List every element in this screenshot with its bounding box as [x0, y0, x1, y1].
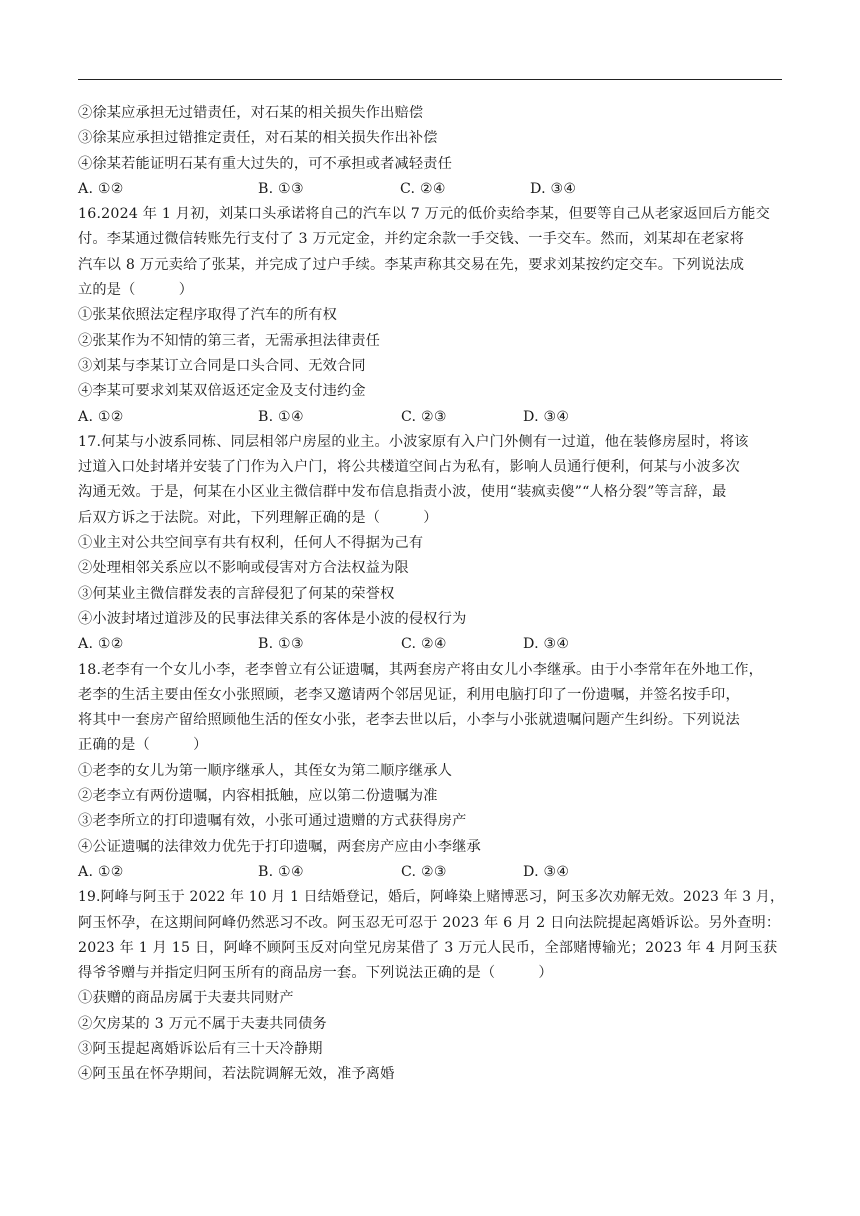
option-b[interactable]: B. ①④: [258, 408, 304, 425]
question-15: [78, 101, 784, 202]
statement: ①业主对公共空间享有共有权利，任何人不得据为己有: [78, 535, 424, 552]
statement: ①张某依照法定程序取得了汽车的所有权: [78, 307, 337, 324]
question-stem-line: 将其中一套房产留给照顾他生活的侄女小张，老李去世以后，小李与小张就遗嘱问题产生纠纷。下列说法: [78, 712, 740, 729]
question-stem-line: 沟通无效。于是，何某在小区业主微信群中发布信息指责小波，使用“装疯卖傻”“人格分裂”等言辞，最: [78, 484, 727, 501]
header-rule: [78, 79, 782, 80]
option-c[interactable]: C. ②③: [401, 408, 447, 425]
option-a[interactable]: A. ①②: [78, 636, 124, 653]
statement: ④阿玉虽在怀孕期间，若法院调解无效，准予离婚: [78, 1066, 395, 1083]
option-a[interactable]: A. ①②: [78, 180, 124, 197]
statement: ④公证遗嘱的法律效力优先于打印遗嘱，两套房产应由小李继承: [78, 838, 481, 855]
question-16: [78, 202, 784, 430]
question-stem-line: 16.2024 年 1 月初，刘某口头承诺将自己的汽车以 7 万元的低价卖给李某，但要等自己从老家返回后方能交: [78, 206, 770, 223]
question-stem-line: 后双方诉之于法院。对此，下列理解正确的是（ ）: [78, 509, 438, 526]
question-stem-line: 过道入口处封堵并安装了门作为入户门，将公共楼道空间占为私有，影响人员通行便利，何某与小波多次: [78, 459, 740, 476]
question-stem-line: 正确的是（ ）: [78, 737, 208, 754]
statement: ①获赠的商品房属于夫妻共同财产: [78, 990, 294, 1007]
option-b[interactable]: B. ①④: [258, 863, 304, 880]
option-d[interactable]: D. ③④: [530, 180, 577, 197]
question-stem-line: 17.何某与小波系同栋、同层相邻户房屋的业主。小波家原有入户门外侧有一过道，他在装修房屋时，将该: [78, 433, 749, 450]
question-19: [78, 885, 784, 1087]
question-stem-line: 阿玉怀孕，在这期间阿峰仍然恶习不改。阿玉忍无可忍于 2023 年 6 月 2 日向法院提起离婚诉讼。另外查明：: [78, 914, 781, 931]
option-b[interactable]: B. ①③: [258, 180, 304, 197]
statement: ③徐某应承担过错推定责任，对石某的相关损失作出补偿: [78, 130, 438, 147]
option-d[interactable]: D. ③④: [523, 636, 570, 653]
option-a[interactable]: A. ①②: [78, 863, 124, 880]
option-d[interactable]: D. ③④: [523, 408, 570, 425]
option-c[interactable]: C. ②③: [401, 863, 447, 880]
answer-options: [78, 860, 784, 885]
option-c[interactable]: C. ②④: [401, 636, 447, 653]
statement: ④徐某若能证明石某有重大过失的，可不承担或者减轻责任: [78, 155, 453, 172]
question-17: [78, 430, 784, 658]
option-c[interactable]: C. ②④: [400, 180, 446, 197]
statement: ④李某可要求刘某双倍返还定金及支付违约金: [78, 383, 366, 400]
question-stem-line: 18.老李有一个女儿小李，老李曾立有公证遗嘱，其两套房产将由女儿小李继承。由于小李常年在外地工作，: [78, 661, 763, 678]
option-a[interactable]: A. ①②: [78, 408, 124, 425]
question-stem-line: 19.阿峰与阿玉于 2022 年 10 月 1 日结婚登记，婚后，阿峰染上赌博恶习，阿玉多次劝解无效。2023 年 3 月，: [78, 889, 785, 906]
question-stem-line: 老李的生活主要由侄女小张照顾，老李又邀请两个邻居见证，利用电脑打印了一份遗嘱，并签名按手印，: [78, 686, 740, 703]
question-stem-line: 得爷爷赠与并指定归阿玉所有的商品房一套。下列说法正确的是（ ）: [78, 965, 553, 982]
answer-options: [78, 177, 784, 202]
statement: ②处理相邻关系应以不影响或侵害对方合法权益为限: [78, 560, 409, 577]
question-stem-line: 汽车以 8 万元卖给了张某，并完成了过户手续。李某声称其交易在先，要求刘某按约定交车。下列说法成: [78, 256, 745, 273]
question-18: [78, 658, 784, 886]
question-stem-line: 付。李某通过微信转账先行支付了 3 万元定金，并约定余款一手交钱、一手交车。然而，刘某却在老家将: [78, 231, 745, 248]
answer-options: [78, 405, 784, 430]
statement: ④小波封堵过道涉及的民事法律关系的客体是小波的侵权行为: [78, 610, 467, 627]
exam-page: [78, 101, 784, 1088]
statement: ③刘某与李某订立合同是口头合同、无效合同: [78, 357, 366, 374]
statement: ②张某作为不知情的第三者，无需承担法律责任: [78, 332, 381, 349]
statement: ③何某业主微信群发表的言辞侵犯了何某的荣誉权: [78, 585, 395, 602]
statement: ②徐某应承担无过错责任，对石某的相关损失作出赔偿: [78, 105, 424, 121]
statement: ②欠房某的 3 万元不属于夫妻共同债务: [78, 1015, 327, 1032]
option-b[interactable]: B. ①③: [258, 636, 304, 653]
question-stem-line: 2023 年 1 月 15 日，阿峰不顾阿玉反对向堂兄房某借了 3 万元人民币，全部赌博输光；2023 年 4 月阿玉获: [78, 939, 778, 956]
statement: ②老李立有两份遗嘱，内容相抵触，应以第二份遗嘱为准: [78, 788, 438, 805]
statement: ③老李所立的打印遗嘱有效，小张可通过遗赠的方式获得房产: [78, 813, 467, 830]
statement: ①老李的女儿为第一顺序继承人，其侄女为第二顺序继承人: [78, 762, 453, 779]
option-d[interactable]: D. ③④: [523, 863, 570, 880]
question-stem-line: 立的是（ ）: [78, 282, 194, 299]
answer-options: [78, 632, 784, 657]
statement: ③阿玉提起离婚诉讼后有三十天冷静期: [78, 1040, 323, 1057]
